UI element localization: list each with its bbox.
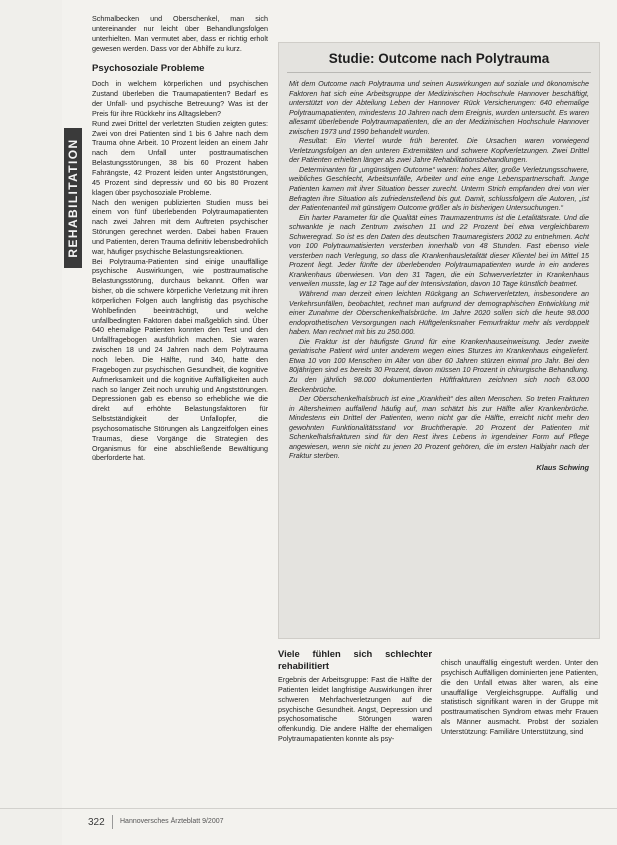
journal-name: Hannoversches Ärzteblatt 9/2007 xyxy=(120,818,224,825)
right-paragraph: chisch unauffällig eingestuft werden. Unter den psychisch Auffälligen dominierten jene Patienten, die den Unfall etwas älter waren, als eine unauffällige Vergleichsgruppe. Auffällig und statistisch signifikant waren in der Gruppe mit posttraumatischen Syndrom etwas mehr Frauen als Männer ausmacht. Probst der sozialen Unterstützung: Familiäre Unterstützung, sind xyxy=(441,658,598,736)
left-paragraph: Bei Polytrauma-Patienten sind einige unauffällige psychische Auswirkungen, wie posttraumatische Belastungsstörung, durchaus bekannt. Offen war bisher, ob die schwere körperliche Verletzung mit ihren körperlichen Folgen auch langfristig das psychische Wohlbefinden beeinträchtigt, und welche unfallbedingten Faktoren dabei maßgeblich sind. Über 640 ehemalige Patienten konnten den Test und den Unfallfragebogen ausführlich machen. Sie waren zwischen 18 und 24 Jahren nach dem Polytrauma noch leben. Die Hälfte, rund 340, hatte den Fragebogen zur psychischen Gesundheit, die kognitive Aufmerksamkeit und die kognitive Auffälligkeiten auch nach so langer Zeit noch unruhig und Angststörungen. Depressionen gab es ebenso so erhebliche wie die direkt auf erhöhte Belastungsfaktoren für Selbstständigkeit der Unfallopfer, die psychosomatische Störungen als Langzeitfolgen eines Traumas, diese Vorgänge die Strategien des Organismus für eine abschließende Bewältigung überforderte hat. xyxy=(92,256,268,463)
page-number: 322 xyxy=(88,817,105,828)
intro-paragraph: Schmalbecken und Oberschenkel, man sich untereinander nur leicht über Behandlungsfolgen unterhielten. Man vermutet aber, dass er richtig erholt gewesen werden. Dass vor der Abhilfe zu kurz. xyxy=(92,14,268,53)
study-box xyxy=(278,42,600,639)
left-paragraph: Rund zwei Drittel der verletzten Studien zeigten gutes: Zwei von drei Patienten sind 1 bis 6 Jahre nach dem Trauma ohne Arbeit. 10 Prozent leiden an einem Jahr nach dem Unfall unter posttraumatischen Belastungsstörungen, 38 bis 60 Prozent haben Fahrängste, 42 Prozent leiden unter Angststörungen, 45 Prozent sind depressiv und 60 bis 80 Prozent klagen über psychosoziale Probleme. xyxy=(92,118,268,197)
left-paragraph: Nach den wenigen publizierten Studien muss bei einem von fünf überlebenden Polytraumapatienten nach zwei Jahren mit dem Auftreten psychischer Störungen gerechnet werden. Dabei haben Frauen und Patienten, deren Trauma definitiv lebensbedrohlich war, häufiger psychische Belastungsreaktionen. xyxy=(92,197,268,256)
page-footer xyxy=(0,808,617,839)
study-paragraph: Mit dem Outcome nach Polytrauma und seinen Auswirkungen auf soziale und ökonomische Faktoren hat sich eine Arbeitsgruppe der Medizinischen Hochschule Hannover beschäftigt, unterstützt von der Abteilung Leben der Hannover Rück Versicherungen: 640 ehemalige Polytraumapatienten, mindestens 10 Jahren nach dem Ereignis, wurden untersucht. Es waren allesamt überlebende Polytraumapatienten, die an der Medizinischen Hochschule Hannover zwischen 1973 und 1990 behandelt wurden. xyxy=(289,79,589,136)
study-author: Klaus Schwing xyxy=(536,462,589,472)
study-paragraph: Der Oberschenkelhalsbruch ist eine „Krankheit“ des alten Menschen. So treten Frakturen in Altersheimen auffallend häufig auf, man schätzt bis zur Hälfte aller Krankenbrüche. Mindestens ein Drittel der Patienten, wenn nicht gar die Hälfte, erreicht nicht mehr den gewohnten Funktionalitätsstand vor Bruchtherapie. 20 Prozent der Patienten mit Schenkelhalsfrakturen sind für den Rest ihres Lebens in irgendeiner Form auf Pflege angewiesen, wenn sie nicht zu jenen 20 Prozent gehören, die im ersten Halbjahr nach der Fraktur sterben. xyxy=(289,394,589,461)
study-box-body xyxy=(279,73,599,472)
study-paragraph: Resultat: Ein Viertel wurde früh berentet. Die Ursachen waren vorwiegend Verletzungsfolgen an den unteren Extremitäten und schwere Kopfverletzungen. Zwei Drittel der Patienten erhielten länger als zwei Jahre Rehabilitationsbehandlungen. xyxy=(289,136,589,165)
middle-column xyxy=(278,648,432,808)
study-paragraph: Die Fraktur ist der häufigste Grund für eine Krankenhauseinweisung. Jeder zweite geriatrische Patient wird unter anderem wegen eines Sturzes im Krankenhaus eingeliefert. Etwa 10 von 100 Menschen im Alter von über 60 Jahren stürzen einmal pro Jahr. Bei den 80jährigen sind es bereits 30 Prozent, davon müssen 10 Prozent in chirurgische Behandlung. Zu den jährlich 98.000 dokumentierten Hüftfrakturen zeichnen sich noch 63.000 Beckenbrüche. xyxy=(289,336,589,394)
study-paragraph: Determinanten für „ungünstigen Outcome“ waren: hohes Alter, große Verletzungsschwere, weibliches Geschlecht, Arbeitsunfälle, Arbeiter und eine enge Lebenspartnerschaft. Junge Patienten kamen mit ihrer Situation besser zurecht. Unterm Strich empfanden drei von vier Befragten ihre Situation als zufriedenstellend bis gut. Damit, schlussfolgern die Autoren, „ist der Patientenanteil mit günstigem Outcome größer als in bisherigen Untersuchungen.“ xyxy=(289,164,589,213)
middle-paragraph: Ergebnis der Arbeitsgruppe: Fast die Hälfte der Patienten leidet langfristige Auswirkungen ihrer schweren Mehrfachverletzungen auf die psychische Gesundheit. Angst, Depression und psychosomatische Störungen waren offenkundig. Die andere Hälfte der ehemaligen Polytraumapatienten konnte als psy- xyxy=(278,675,432,744)
left-paragraph: Doch in welchem körperlichen und psychischen Zustand überleben die Traumapatienten? Bedarf es der Unfall- und psychische Betreuung? Was ist der Preis für ihre Rückkehr ins Alltagsleben? xyxy=(92,79,268,118)
study-paragraph: Ein harter Parameter für die Qualität eines Traumazentrums ist die Letalitätsrate. Und die schwankte je nach Zentrum zwischen 11 und 22 Prozent bei etwa vergleichbarem Schweregrad. So ist es den Daten des deutschen Traumaregisters 2002 zu entnehmen. Acht von 100 Polytraumatisierten versterben innerhalb von 48 Stunden. Fast ebenso viele versterben nach Verlegung, so dass die Krankenhausletalität dieser Klientel bei im Mittel 15 Prozent liegt. Jeder fünfte der überlebenden Polytraumapatienten wurde in ein anderes Krankenhaus überwiesen. Von den 31 Tagen, die ein Schwerverletzter in Krankenhaus verweilen musste, lag er 12 Tage auf der Intensivstation, davon 10 Tage künstlich beatmet. xyxy=(289,212,589,289)
section-tab xyxy=(64,128,82,268)
study-paragraph: Während man derzeit einen leichten Rückgang an Schwerverletzten, insbesondere an Verkehrsunfällen, beobachtet, rechnet man aufgrund der demographischen Entwicklung mit einer Zunahme der Oberschenkelhalsbrüche. Im Jahre 2020 sollen sich die heute 98.000 endoprothetischen Versorgungen nach Hüftgelenksnaher Femurfraktur mehr als verdoppelt haben. Man rechnet mit bis zu 250.000. xyxy=(289,289,589,337)
page-margin xyxy=(0,0,62,845)
footer-divider xyxy=(112,815,113,829)
study-box-title: Studie: Outcome nach Polytrauma xyxy=(287,43,591,73)
right-column xyxy=(441,658,598,808)
section-label: REHABILITATION xyxy=(66,138,80,258)
section-heading-psychosocial: Psychosoziale Probleme xyxy=(92,63,205,75)
left-column xyxy=(92,14,268,804)
middle-heading: Viele fühlen sich schlechter rehabilitiert xyxy=(278,648,432,671)
